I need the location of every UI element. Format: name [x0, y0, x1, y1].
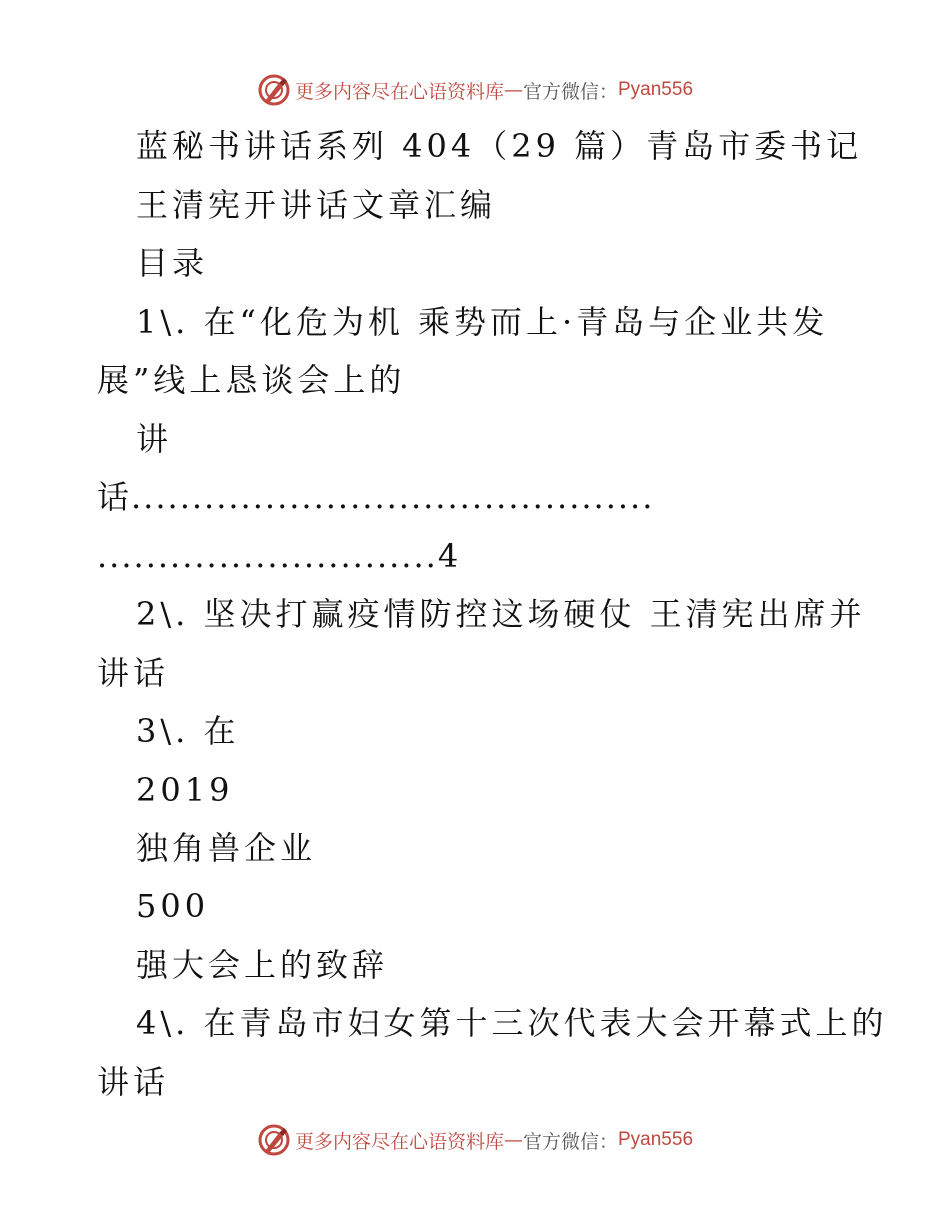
toc-entry-4-line-2: 讲话	[97, 1063, 170, 1101]
pen-logo-icon	[257, 73, 291, 107]
toc-entry-1-dots: ............................	[97, 537, 438, 575]
watermark-wechat-id: Pyan556	[618, 79, 694, 100]
watermark-dash: —	[503, 79, 523, 101]
watermark-wechat-label: 官方微信：	[522, 80, 618, 103]
watermark-dash: —	[503, 1129, 523, 1151]
header-watermark-banner	[0, 70, 950, 110]
watermark-wechat-label: 官方微信：	[522, 1130, 618, 1153]
toc-heading: 目录	[136, 244, 209, 282]
toc-entry-1-leader-dots-2	[97, 536, 462, 576]
toc-entry-3-line-4: 500	[136, 887, 210, 925]
toc-entry-1-line-3: 讲	[136, 420, 173, 458]
document-title-line-1: 蓝秘书讲话系列 404（29 篇）青岛市委书记	[136, 127, 863, 165]
document-title-line-2: 王清宪开讲话文章汇编	[136, 186, 497, 224]
pen-logo-icon	[257, 1123, 291, 1157]
toc-entry-1-line-1: 1\. 在“化危为机 乘势而上·青岛与企业共发	[136, 303, 829, 341]
toc-entry-3-line-2: 2019	[136, 771, 234, 809]
toc-entry-3-line-1: 3\. 在	[136, 712, 240, 750]
toc-entry-4-line-1: 4\. 在青岛市妇女第十三次代表大会开幕式上的	[136, 1004, 888, 1042]
toc-entry-1-line-2: 展”线上恳谈会上的	[97, 361, 406, 399]
watermark-site-text: 更多内容尽在心语资料库	[294, 80, 504, 103]
toc-entry-1-page-number: 4	[437, 537, 463, 575]
watermark-site-text: 更多内容尽在心语资料库	[294, 1130, 504, 1153]
toc-entry-1-leader-dots-1: 话...........................................	[97, 478, 655, 516]
toc-entry-2-line-1: 2\. 坚决打赢疫情防控这场硬仗 王清宪出席并	[136, 595, 866, 633]
watermark-wechat-id: Pyan556	[618, 1129, 694, 1150]
toc-entry-2-line-2: 讲话	[97, 654, 170, 692]
toc-entry-3-line-5: 强大会上的致辞	[136, 946, 389, 984]
toc-entry-3-line-3: 独角兽企业	[136, 829, 317, 867]
footer-watermark-banner	[0, 1120, 950, 1160]
